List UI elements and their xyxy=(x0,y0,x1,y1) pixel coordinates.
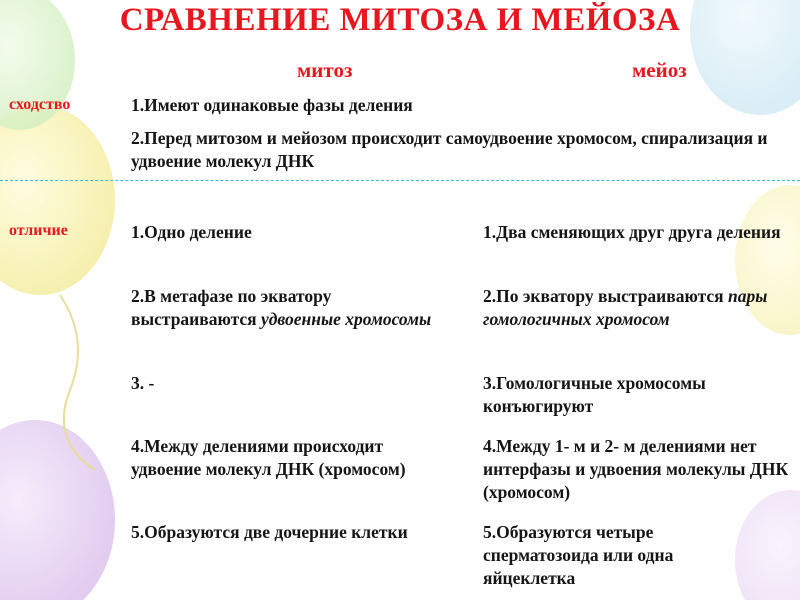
difference-meiosis-5: 5.Образуются четыре сперматозоида или одна яйцеклетка xyxy=(483,522,674,588)
difference-meiosis-2-emphasis: пары гомологичных хромосом xyxy=(483,286,768,329)
difference-meiosis-3: 3.Гомологичные хромосомы конъюгируют xyxy=(483,373,706,416)
difference-mitosis-4: 4.Между делениями происходит удвоение молекул ДНК (хромосом) xyxy=(131,436,406,479)
difference-meiosis-2 xyxy=(483,285,793,331)
difference-mitosis-2-emphasis: удвоенные хромосомы xyxy=(261,309,432,329)
difference-mitosis-1: 1.Одно деление xyxy=(131,222,252,242)
difference-mitosis-2-text: 2.В метафазе по экватору выстраиваются xyxy=(131,286,332,329)
difference-meiosis-4: 4.Между 1- м и 2- м делениями нет интерфазы и удвоения молекулы ДНК (хромосом) xyxy=(483,436,789,502)
difference-mitosis-5: 5.Образуются две дочерние клетки xyxy=(131,522,408,542)
difference-meiosis-1: 1.Два сменяющих друг друга деления xyxy=(483,222,781,242)
similarity-item-2: 2.Перед митозом и мейозом происходит самоудвоение хромосом, спирализация и удвоение молекул ДНК xyxy=(131,128,768,171)
difference-meiosis-2-text: 2.По экватору выстраиваются xyxy=(483,286,724,306)
slide-title: СРАВНЕНИЕ МИТОЗА И МЕЙОЗА xyxy=(119,2,681,38)
difference-mitosis-2 xyxy=(131,285,451,331)
column-header-meiosis: мейоз xyxy=(632,58,687,82)
row-label-difference: отличие xyxy=(9,222,68,239)
section-divider xyxy=(0,180,800,181)
column-header-mitosis: митоз xyxy=(297,58,353,82)
row-label-similarity: сходство xyxy=(9,96,71,113)
similarity-item-1: 1.Имеют одинаковые фазы деления xyxy=(131,95,413,115)
difference-mitosis-3: 3. - xyxy=(131,373,155,393)
